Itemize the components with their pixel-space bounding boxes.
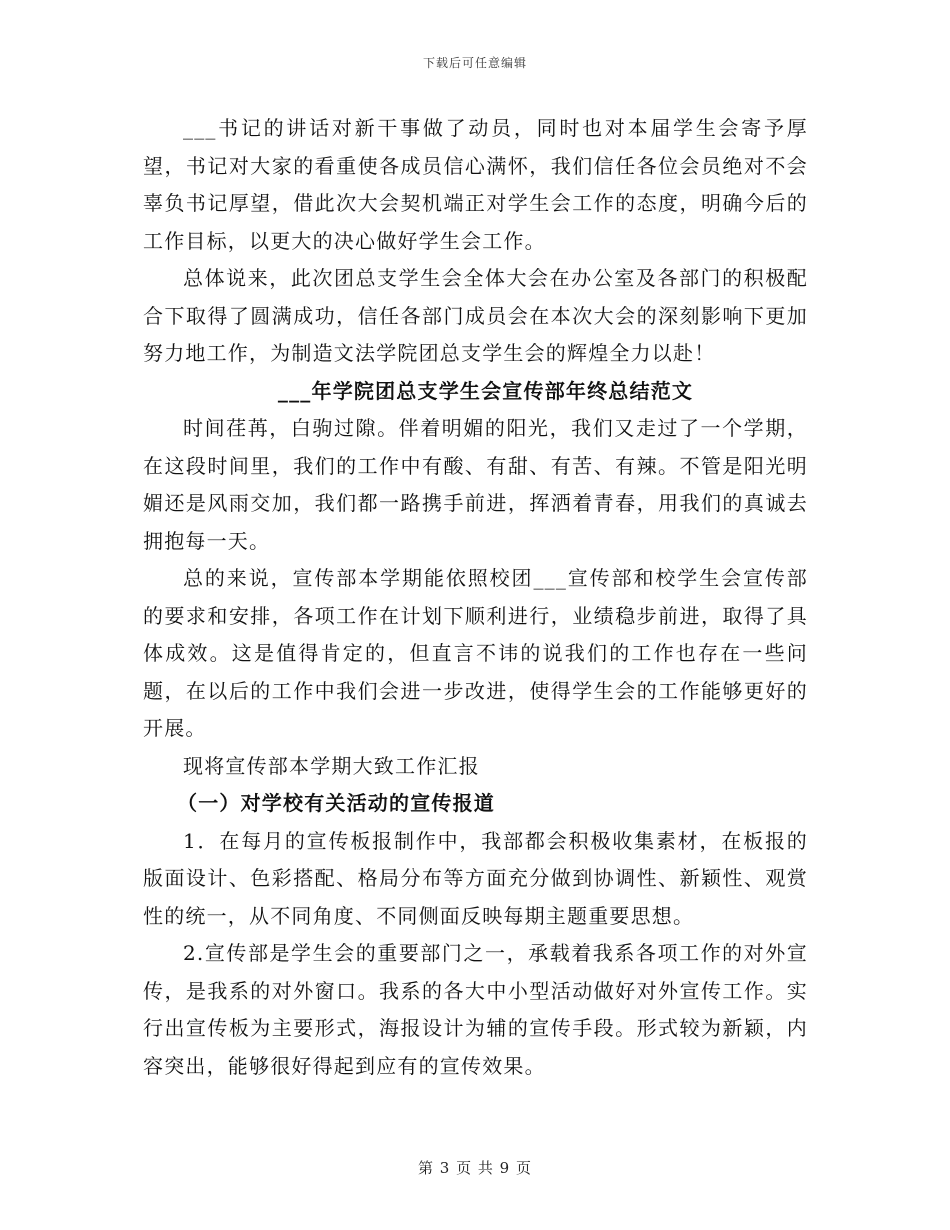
paragraph-item-2: 2.宣传部是学生会的重要部门之一，承载着我系各项工作的对外宣传，是我系的对外窗口。我系的各大中小型活动做好对外宣传工作。实行出宣传板为主要形式，海报设计为辅的宣传手段。形式较为新颖，内容突出，能够很好得起到应有的宣传效果。 <box>143 941 808 1078</box>
paragraph-intro: 时间荏苒，白驹过隙。伴着明媚的阳光，我们又走过了一个学期，在这段时间里，我们的工作中有酸、有甜、有苦、有辣。不管是阳光明媚还是风雨交加，我们都一路携手前进，挥洒着青春，用我们的真诚去拥抱每一天。 <box>143 416 808 553</box>
page-header: 下载后可任意编辑 <box>422 56 527 70</box>
page-number: 第 3 页 共 9 页 <box>418 1159 532 1177</box>
paragraph-item-1: 1．在每月的宣传板报制作中，我部都会积极收集素材，在板报的版面设计、色彩搭配、格局分布等方面充分做到协调性、新颖性、观赏性的统一，从不同角度、不同侧面反映每期主题重要思想。 <box>143 828 808 928</box>
section-heading-1: （一）对学校有关活动的宣传报道 <box>177 791 495 815</box>
paragraph-report-lead: 现将宣传部本学期大致工作汇报 <box>183 753 480 778</box>
document-body <box>143 110 808 1085</box>
paragraph-overview: 总的来说，宣传部本学期能依照校团___宣传部和校学生会宣传部的要求和安排，各项工作在计划下顺利进行，业绩稳步前进，取得了具体成效。这是值得肯定的，但直言不讳的说我们的工作也存在一些问题，在以后的工作中我们会进一步改进，使得学生会的工作能够更好的开展。 <box>143 566 808 740</box>
paragraph-meeting-summary: 总体说来，此次团总支学生会全体大会在办公室及各部门的积极配合下取得了圆满成功，信任各部门成员会在本次大会的深刻影响下更加努力地工作，为制造文法学院团总支学生会的辉煌全力以赴！ <box>143 266 808 365</box>
paragraph-secretary-speech: ___书记的讲话对新干事做了动员，同时也对本届学生会寄予厚望，书记对大家的看重使各成员信心满怀，我们信任各位会员绝对不会辜负书记厚望，借此次大会契机端正对学生会工作的态度，明确今后的工作目标，以更大的决心做好学生会工作。 <box>143 116 808 253</box>
document-title: ___年学院团总支学生会宣传部年终总结范文 <box>277 378 694 403</box>
